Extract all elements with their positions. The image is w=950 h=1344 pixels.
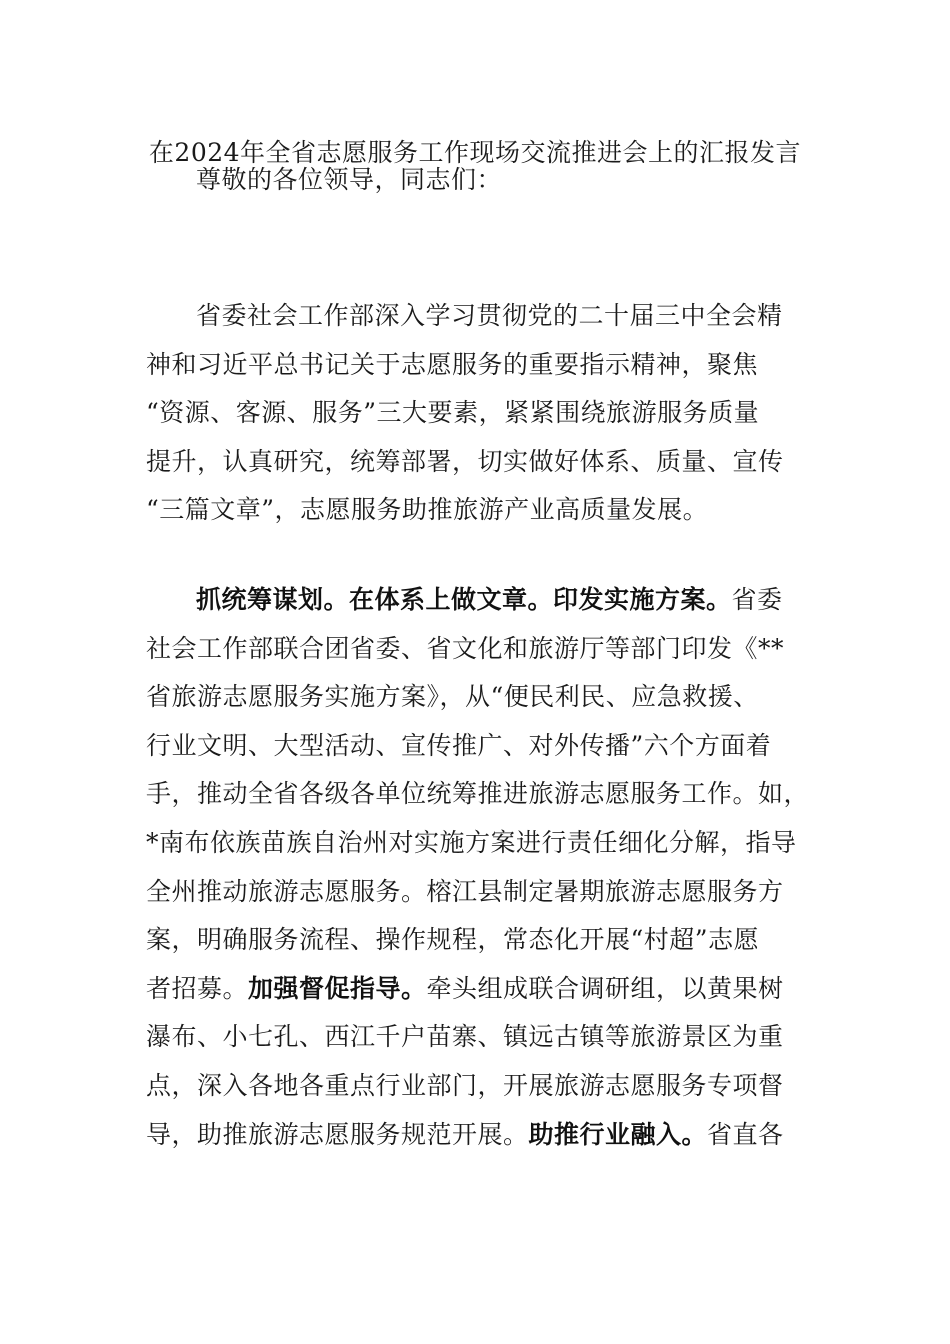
subsection-heading: 加强督促指导。 <box>248 973 427 1003</box>
paragraph-intro <box>146 292 806 535</box>
greeting <box>146 156 806 205</box>
paragraph-line: “三篇文章”，志愿服务助推旅游产业高质量发展。 <box>146 495 709 525</box>
paragraph-line <box>146 1111 806 1160</box>
paragraph-line: 手，推动全省各级各单位统筹推进旅游志愿服务工作。如， <box>146 779 810 809</box>
paragraph-line <box>146 965 806 1014</box>
greeting-line: 尊敬的各位领导，同志们： <box>196 165 503 194</box>
paragraph-line: 省旅游志愿服务实施方案》，从“便民利民、应急救援、 <box>146 682 759 712</box>
paragraph-line: 全州推动旅游志愿服务。榕江县制定暑期旅游志愿服务方 <box>146 876 784 906</box>
paragraph-line: 瀑布、小七孔、西江千户苗寨、镇远古镇等旅游景区为重 <box>146 1022 784 1052</box>
paragraph-line: 神和习近平总书记关于志愿服务的重要指示精神，聚焦 <box>146 349 759 379</box>
paragraph-text: 导，助推旅游志愿服务规范开展。 <box>146 1119 529 1149</box>
paragraph-line: 点，深入各地各重点行业部门，开展旅游志愿服务专项督 <box>146 1070 784 1100</box>
paragraph-line: 提升，认真研究，统筹部署，切实做好体系、质量、宣传 <box>146 446 784 476</box>
paragraph-line: “资源、客源、服务”三大要素，紧紧围绕旅游服务质量 <box>146 398 760 428</box>
paragraph-text: 省直各 <box>707 1119 784 1149</box>
paragraph-line: 案，明确服务流程、操作规程，常态化开展“村超”志愿 <box>146 925 760 955</box>
document-title: 在2024年全省志愿服务工作现场交流推进会上的汇报发言 <box>148 138 802 167</box>
paragraph-text: 省委 <box>731 585 783 614</box>
paragraph-line: 行业文明、大型活动、宣传推广、对外传播”六个方面着 <box>146 730 772 760</box>
paragraph-section-one <box>146 576 810 1159</box>
subsection-heading: 助推行业融入。 <box>528 1119 708 1149</box>
paragraph-text: 牵头组成联合调研组，以黄果树 <box>426 973 784 1003</box>
paragraph-line <box>146 576 806 625</box>
paragraph-line: 省委社会工作部深入学习贯彻党的二十届三中全会精 <box>196 301 783 330</box>
paragraph-line: *南布依族苗族自治州对实施方案进行责任细化分解，指导 <box>146 827 797 857</box>
section-heading: 抓统筹谋划。在体系上做文章。印发实施方案。 <box>196 585 732 614</box>
paragraph-line: 社会工作部联合团省委、省文化和旅游厅等部门印发《** <box>146 633 785 663</box>
paragraph-text: 者招募。 <box>146 973 249 1003</box>
